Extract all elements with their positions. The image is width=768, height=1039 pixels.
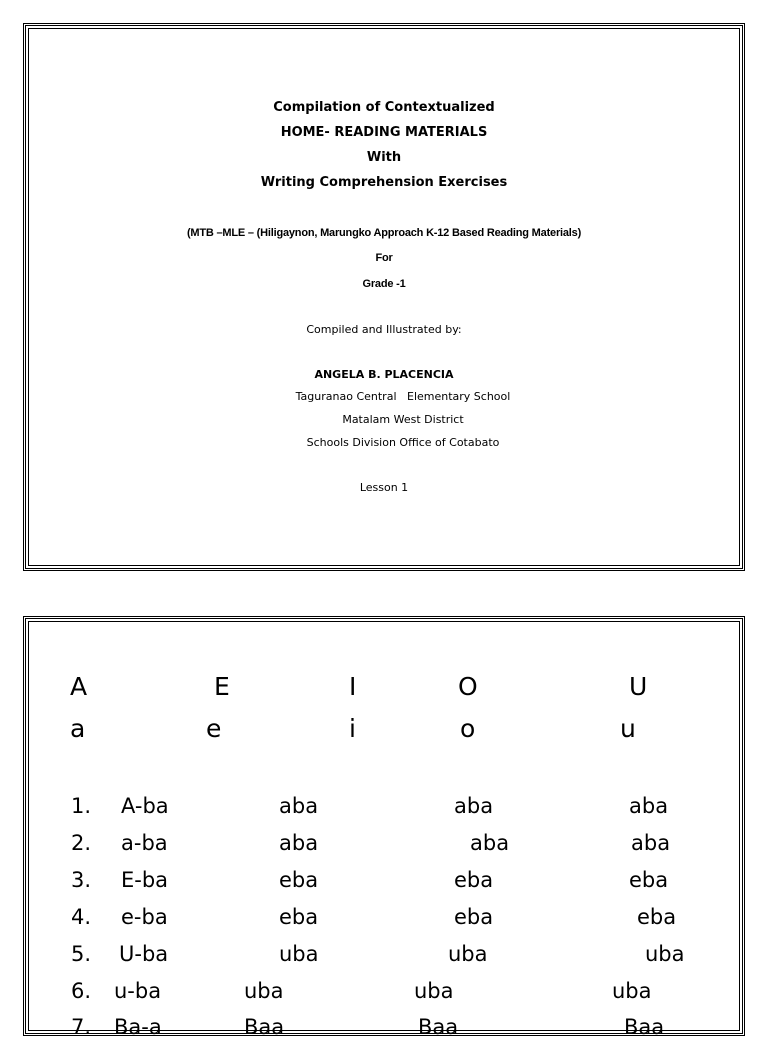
row-number: 1. [71, 794, 92, 818]
vowel-upper: E [214, 672, 230, 701]
vowel-lower: o [460, 714, 476, 743]
row-number: 5. [71, 942, 92, 966]
cover-for-label: For [375, 252, 393, 264]
practice-word: eba [629, 868, 669, 892]
row-number: 2. [71, 831, 92, 855]
vowel-upper: I [349, 672, 357, 701]
vowel-lower: u [620, 714, 636, 743]
practice-word: uba [448, 942, 488, 966]
syllable-word: U-ba [119, 942, 169, 966]
practice-word: eba [279, 868, 319, 892]
vowel-lower: i [349, 714, 356, 743]
cover-lesson: Lesson 1 [359, 481, 409, 494]
practice-word: aba [631, 831, 671, 855]
syllable-word: u-ba [114, 979, 162, 1003]
row-number: 4. [71, 905, 92, 929]
syllable-word: Ba-a [114, 1015, 162, 1039]
practice-word: Baa [244, 1015, 285, 1039]
vowel-lower: e [206, 714, 222, 743]
cover-page-frame [23, 23, 745, 571]
practice-word: uba [612, 979, 652, 1003]
cover-district: Matalam West District [342, 413, 464, 426]
row-number: 6. [71, 979, 92, 1003]
row-number: 3. [71, 868, 92, 892]
lesson-page-frame [23, 616, 745, 1039]
practice-word: aba [279, 831, 319, 855]
practice-word: aba [279, 794, 319, 818]
syllable-word: E-ba [121, 868, 169, 892]
practice-word: eba [279, 905, 319, 929]
practice-word: uba [645, 942, 685, 966]
cover-title-line-4: Writing Comprehension Exercises [260, 175, 508, 190]
vowel-upper: O [458, 672, 478, 701]
vowel-lower: a [70, 714, 86, 743]
practice-word: aba [470, 831, 510, 855]
syllable-word: A-ba [121, 794, 169, 818]
vowel-upper: U [629, 672, 648, 701]
cover-title-line-2: HOME- READING MATERIALS [280, 125, 488, 140]
cover-school: Taguranao Central Elementary School [295, 390, 511, 403]
cover-title-line-1: Compilation of Contextualized [273, 100, 495, 115]
cover-grade: Grade -1 [362, 278, 406, 290]
cover-title-line-3: With [366, 150, 402, 165]
practice-word: Baa [418, 1015, 459, 1039]
practice-word: aba [454, 794, 494, 818]
practice-word: eba [637, 905, 677, 929]
practice-word: Baa [624, 1015, 665, 1039]
cover-subtitle: (MTB –MLE – (Hiligaynon, Marungko Approach K-12 Based Reading Materials) [186, 227, 582, 239]
cover-division: Schools Division Office of Cotabato [306, 436, 500, 449]
syllable-word: a-ba [121, 831, 168, 855]
syllable-word: e-ba [121, 905, 168, 929]
cover-author: ANGELA B. PLACENCIA [314, 368, 454, 381]
vowel-upper: A [70, 672, 88, 701]
practice-word: uba [414, 979, 454, 1003]
practice-word: uba [244, 979, 284, 1003]
cover-compiled-by: Compiled and Illustrated by: [306, 323, 462, 336]
practice-word: uba [279, 942, 319, 966]
practice-word: eba [454, 868, 494, 892]
row-number: 7. [71, 1015, 92, 1039]
practice-word: eba [454, 905, 494, 929]
practice-word: aba [629, 794, 669, 818]
